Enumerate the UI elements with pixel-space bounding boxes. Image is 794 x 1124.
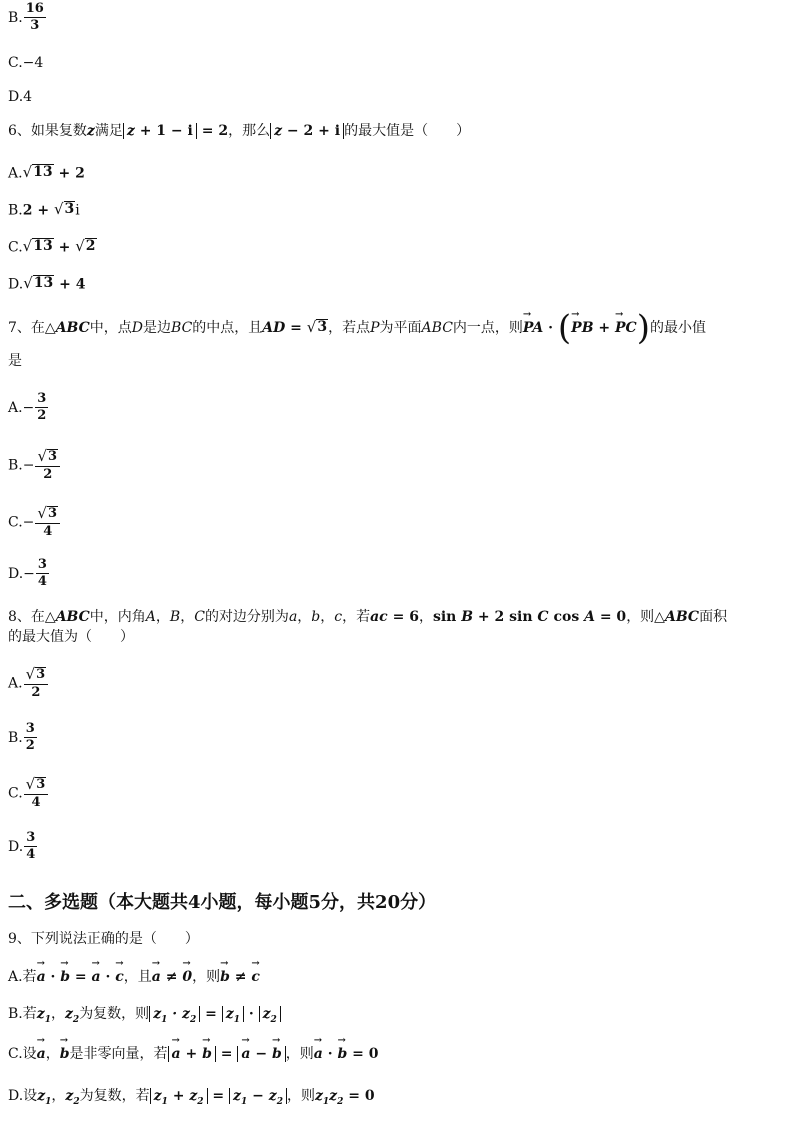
q6-stem: 6、如果复数z满足 z + 1 − i = 2，那么 z − 2 + i 的最大值是（ ） bbox=[8, 123, 471, 139]
q7-option-c: C.− √ 3 4 bbox=[8, 505, 61, 540]
q9-option-d: D.设$z_1$，$z_2$为复数，若 $z_1 + z_2 = z_1 - z_2$ ，则$z_1z_2 = 0$ bbox=[8, 1088, 375, 1107]
q8-option-d: D. $\frac{3}{4}$ bbox=[8, 830, 36, 863]
q6-option-b: B.2 + √ 3 i bbox=[8, 200, 80, 219]
q7-option-b: B.− √ 3 2 bbox=[8, 448, 61, 483]
q9-option-b: B.若$z_1$，$z_2$为复数，则 $z_1 \cdot z_2 = z_1 \cdot z_2$ bbox=[8, 1007, 281, 1025]
section-title: 二、多选题（本大题共4小题，每小题5分，共20分） bbox=[8, 892, 437, 913]
fraction: $\frac{16}{3}$ bbox=[25, 1, 44, 34]
q7-stem-cont: 是 bbox=[8, 353, 22, 369]
q7-option-a: A.− $\frac{3}{2}$ bbox=[8, 391, 47, 424]
q9-stem: 9、下列说法正确的是（ ） bbox=[8, 931, 199, 947]
q8-stem-cont: 的最大值为（ ） bbox=[8, 629, 134, 645]
q6-option-a: A. √ 13 + 2 bbox=[8, 163, 85, 182]
q5-option-c: C.−4 bbox=[8, 55, 44, 71]
q7-option-d: D.− $\frac{3}{4}$ bbox=[8, 557, 47, 590]
q9-option-a: A.若→ a · → b = → a · → c，且→ a ≠ → 0，则→ b ≠ → c bbox=[8, 970, 260, 984]
q7-stem: 7、在△ABC中，点D是边BC的中点，且AD = √ 3 ，若点P为平面ABC内一点，则→ PA · (→ PB + → PC)的最小值 bbox=[8, 318, 706, 338]
q8-option-b: B. $\frac{3}{2}$ bbox=[8, 721, 35, 754]
q5-option-d: D.4 bbox=[8, 89, 33, 105]
q6-option-d: D. √ 13 + 4 bbox=[8, 274, 86, 293]
q8-option-c: C. √ 3 4 bbox=[8, 776, 49, 811]
q9-option-c: C.设→ a，→ b是非零向量，若→ a + → b = → a − → b ，则→ a · → b = 0 bbox=[8, 1047, 378, 1061]
q8-stem: 8、在△ABC中，内角A，B，C的对边分别为a，b，c，若ac = 6，sin B + 2 sin C cos A = 0，则△ABC面积 bbox=[8, 609, 728, 625]
q6-option-c: C. √ 13 + √ 2 bbox=[8, 237, 96, 256]
q5-option-b: B. $\frac{16}{3}$ bbox=[8, 1, 44, 34]
q8-option-a: A. √ 3 2 bbox=[8, 666, 49, 701]
